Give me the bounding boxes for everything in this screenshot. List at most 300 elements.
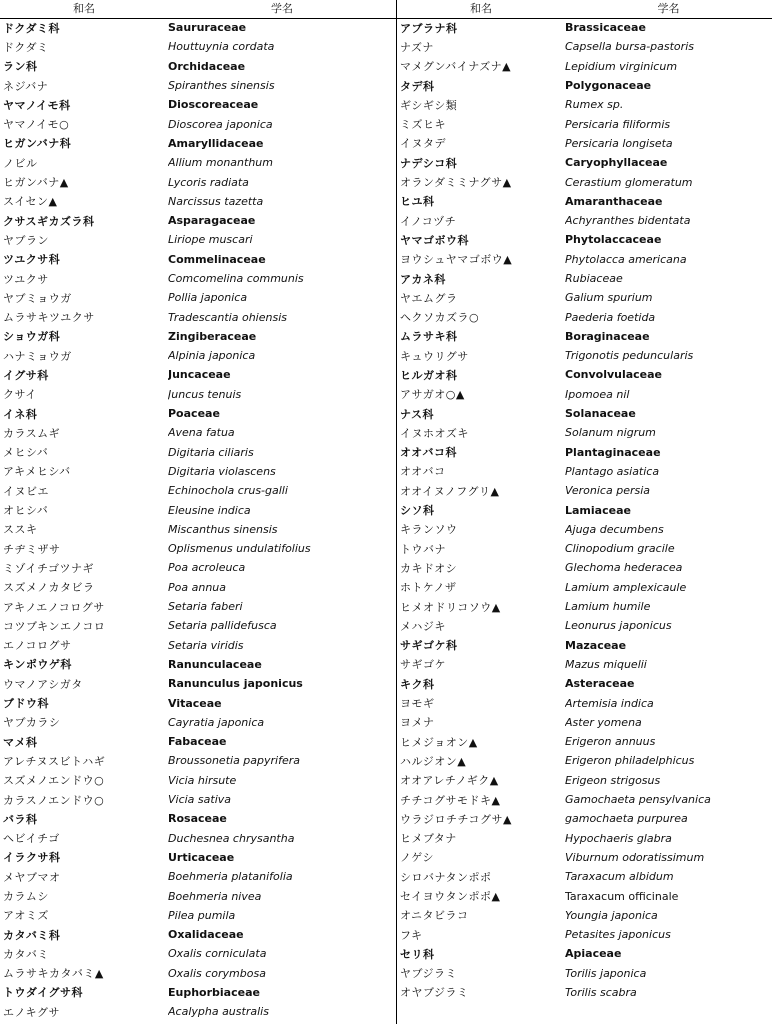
species-row (397, 964, 772, 983)
japanese-name: ヘビイチゴ (3, 832, 60, 846)
species-row (0, 886, 396, 905)
scientific-name: Leonurus japonicus (565, 619, 672, 633)
scientific-name: Ajuga decumbens (565, 522, 664, 536)
japanese-name: キュウリグサ (400, 349, 469, 363)
scientific-name: Ranunculus japonicus (168, 677, 303, 691)
family-row (397, 404, 772, 423)
family-row (0, 327, 396, 346)
japanese-name: カタバミ (3, 947, 49, 961)
japanese-name: スズメノエンドウ○ (3, 774, 105, 788)
scientific-name: Torilis scabra (565, 985, 637, 999)
scientific-name: Acalypha australis (168, 1005, 269, 1019)
japanese-name: スズメノカタビラ (3, 581, 95, 595)
species-row (0, 964, 396, 983)
japanese-name: ナデシコ科 (400, 156, 458, 170)
species-row (0, 751, 396, 770)
japanese-name: ブドウ科 (3, 697, 49, 711)
scientific-name: Hypochaeris glabra (565, 831, 672, 845)
scientific-name: Oxalis corymbosa (168, 966, 266, 980)
japanese-name: オオイヌノフグリ▲ (400, 484, 500, 498)
species-row (397, 462, 772, 481)
japanese-name: キランソウ (400, 523, 458, 537)
japanese-name: ヤブラン (3, 233, 49, 247)
family-row (0, 57, 396, 76)
japanese-name: オヒシバ (3, 504, 49, 518)
species-row (397, 693, 772, 712)
scientific-name: Eleusine indica (168, 503, 251, 517)
japanese-name-header: 和名 (73, 2, 95, 15)
family-row (397, 944, 772, 963)
japanese-name: ヤマノイモ○ (3, 118, 70, 132)
species-row (397, 172, 772, 191)
species-row (397, 983, 772, 1002)
scientific-name-header: 学名 (657, 2, 680, 15)
scientific-name: Lamiaceae (565, 503, 631, 517)
right-table-rows (397, 18, 772, 1002)
japanese-name: オオバコ (400, 465, 446, 479)
japanese-name: イヌタデ (400, 137, 446, 151)
scientific-name: Vicia sativa (168, 793, 232, 807)
scientific-name: Duchesnea chrysantha (168, 831, 295, 845)
japanese-name: ヨウシュヤマゴボウ▲ (400, 253, 513, 267)
japanese-name: ウマノアシガタ (3, 677, 83, 691)
family-row (397, 153, 772, 172)
left-table-header (0, 0, 396, 18)
japanese-name: ムラサキ科 (400, 330, 458, 344)
japanese-name: ヤブカラシ (3, 716, 61, 730)
japanese-name: ヒガンバナ▲ (3, 176, 69, 190)
japanese-name: コツブキンエノコロ (3, 619, 106, 633)
scientific-name: Euphorbiaceae (168, 985, 260, 999)
japanese-name: オヤブジラミ (400, 986, 469, 1000)
species-row (0, 713, 396, 732)
japanese-name: ホトケノザ (400, 581, 457, 595)
species-row (397, 616, 772, 635)
species-row (397, 867, 772, 886)
species-row (397, 481, 772, 500)
family-row (397, 365, 772, 384)
scientific-name: Tradescantia ohiensis (168, 310, 287, 324)
species-row (0, 153, 396, 172)
species-row (0, 269, 396, 288)
species-row (0, 307, 396, 326)
japanese-name: カラムシ (3, 890, 49, 903)
species-row (397, 95, 772, 114)
scientific-name: Liriope muscari (168, 233, 253, 247)
japanese-name: サギゴケ科 (400, 639, 458, 653)
scientific-name: Miscanthus sinensis (168, 522, 278, 536)
scientific-name: Asparagaceae (168, 214, 256, 228)
scientific-name: Asteraceae (565, 677, 635, 691)
scientific-name: Caryophyllaceae (565, 156, 668, 170)
species-row (397, 346, 772, 365)
japanese-name: ツユクサ科 (3, 253, 61, 267)
japanese-name: ナス科 (400, 407, 435, 421)
scientific-name: Boraginaceae (565, 329, 650, 343)
species-row (397, 771, 772, 790)
scientific-name: Juncaceae (168, 368, 231, 382)
scientific-name: Cerastium glomeratum (565, 175, 693, 189)
scientific-name: Houttuynia cordata (168, 40, 275, 54)
japanese-name: ヘクソカズラ○ (400, 311, 480, 325)
japanese-name: ヤマゴボウ科 (400, 233, 469, 247)
scientific-name: Rubiaceae (565, 272, 623, 285)
scientific-name: Phytolaccaceae (565, 233, 662, 247)
scientific-name: Alpinia japonica (168, 349, 256, 363)
scientific-name: Saururaceae (168, 21, 247, 35)
japanese-name: フキ (400, 928, 423, 942)
japanese-name: オオバコ科 (400, 446, 457, 460)
japanese-name: カラスムギ (3, 426, 61, 440)
japanese-name: ヒメブタナ (400, 832, 457, 846)
family-row (397, 192, 772, 211)
japanese-name: ヒルガオ科 (400, 368, 458, 382)
scientific-name: Comcomelina communis (168, 272, 304, 285)
japanese-name: ハルジオン▲ (400, 754, 467, 768)
species-row (0, 288, 396, 307)
japanese-name: イヌホオズキ (400, 426, 469, 440)
species-row (0, 114, 396, 133)
japanese-name: クサスギカズラ科 (3, 214, 95, 228)
japanese-name: カタバミ科 (3, 928, 61, 942)
species-row (0, 616, 396, 635)
scientific-name: Pollia japonica (168, 291, 248, 305)
family-row (0, 655, 396, 674)
scientific-name: Erigeron annuus (565, 735, 656, 749)
japanese-name: エノコログサ (3, 639, 72, 653)
japanese-name: シソ科 (400, 504, 435, 518)
species-row (397, 848, 772, 867)
species-row (0, 867, 396, 886)
japanese-name: アカネ科 (400, 272, 446, 286)
japanese-name: ドクダミ科 (3, 21, 61, 35)
species-row (397, 539, 772, 558)
japanese-name: セリ科 (400, 947, 435, 961)
scientific-name: Boehmeria nivea (168, 889, 262, 903)
left-table-rows (0, 18, 396, 1021)
species-row (397, 906, 772, 925)
japanese-name: イノコヅチ (400, 214, 457, 228)
scientific-name-header: 学名 (271, 2, 293, 15)
species-row (0, 481, 396, 500)
species-row (0, 462, 396, 481)
scientific-name: Polygonaceae (565, 79, 652, 93)
japanese-name: ラン科 (3, 60, 38, 74)
species-row (0, 906, 396, 925)
japanese-name: トウバナ (400, 542, 446, 556)
family-row (0, 732, 396, 751)
japanese-name: アキノエノコログサ (3, 600, 105, 614)
family-row (397, 636, 772, 655)
scientific-name: Persicaria filiformis (565, 117, 671, 131)
scientific-name: Ranunculaceae (168, 657, 262, 671)
japanese-name: アキメヒシバ (3, 465, 71, 479)
japanese-name: タデ科 (400, 79, 435, 93)
japanese-name: メハジキ (400, 619, 446, 633)
japanese-name: キンポウゲ科 (3, 658, 72, 672)
species-row (0, 539, 396, 558)
japanese-name: ミゾイチゴツナギ (3, 561, 95, 575)
scientific-name: Echinochola crus-galli (168, 484, 288, 498)
japanese-name: アサガオ○▲ (400, 388, 465, 402)
scientific-name: Youngia japonica (565, 908, 658, 922)
scientific-name: Mazaceae (565, 638, 627, 652)
scientific-name: Lamium amplexicaule (565, 580, 687, 594)
japanese-name: チヂミザサ (3, 542, 61, 556)
scientific-name: Plantago asiatica (565, 464, 660, 478)
scientific-name: Mazus miquelii (565, 657, 647, 671)
scientific-name: Poa annua (168, 580, 226, 594)
scientific-name: Fabaceae (168, 735, 227, 749)
species-row (397, 520, 772, 539)
scientific-name: Petasites japonicus (565, 928, 671, 942)
scientific-name: Torilis japonica (565, 966, 647, 980)
scientific-name: Dioscorea japonica (168, 117, 273, 131)
japanese-name: ナズナ (400, 40, 434, 54)
japanese-name: マメ科 (3, 735, 38, 749)
species-row (397, 134, 772, 153)
scientific-name: Allium monanthum (168, 156, 273, 170)
family-row (397, 674, 772, 693)
scientific-name: Taraxacum albidum (565, 870, 674, 884)
family-row (0, 250, 396, 269)
species-row (0, 674, 396, 693)
scientific-name: Lepidium virginicum (565, 59, 678, 73)
scientific-name: Ipomoea nil (565, 387, 630, 401)
scientific-name: Broussonetia papyrifera (168, 754, 301, 768)
species-row (397, 828, 772, 847)
family-row (0, 925, 396, 944)
japanese-name: メヤブマオ (3, 870, 61, 884)
species-row (397, 886, 772, 905)
scientific-name: Paederia foetida (565, 310, 656, 324)
japanese-name: オオアレチノギク▲ (400, 774, 499, 788)
japanese-name: ネジバナ (3, 79, 49, 93)
japanese-name: チチコグサモドキ▲ (400, 793, 501, 807)
scientific-name: Artemisia indica (565, 696, 654, 710)
japanese-name: ハナミョウガ (3, 349, 72, 363)
family-row (0, 211, 396, 230)
family-row (0, 809, 396, 828)
scientific-name: Narcissus tazetta (168, 194, 264, 208)
species-row (0, 828, 396, 847)
species-row (397, 385, 772, 404)
right-table (397, 0, 772, 1000)
scientific-name: Vicia hirsute (168, 773, 237, 787)
scientific-name: Erigeron philadelphicus (565, 754, 695, 768)
japanese-name: エノキグサ (3, 1005, 61, 1019)
japanese-name: ヒガンバナ科 (3, 137, 72, 151)
scientific-name: Avena fatua (168, 426, 235, 440)
japanese-name: ドクダミ (3, 40, 49, 54)
scientific-name: Poa acroleuca (168, 561, 246, 575)
japanese-name: ヒメジョオン▲ (400, 735, 478, 749)
scientific-name: Rumex sp. (565, 98, 624, 112)
scientific-name: Erigeon strigosus (565, 773, 661, 787)
scientific-name: Juncus tenuis (168, 387, 242, 401)
scientific-name: Orchidaceae (168, 59, 246, 73)
species-row (397, 597, 772, 616)
scientific-name: Rosaceae (168, 812, 227, 826)
scientific-name: Viburnum odoratissimum (565, 850, 705, 864)
species-row (397, 211, 772, 230)
scientific-name: Taraxacum officinale (565, 889, 679, 903)
species-row (0, 771, 396, 790)
family-row (0, 95, 396, 114)
species-row (397, 925, 772, 944)
species-row (0, 558, 396, 577)
japanese-name: シロバナタンポポ (400, 870, 492, 884)
japanese-name: キク科 (400, 677, 435, 691)
scientific-name: Zingiberaceae (168, 329, 257, 343)
japanese-name: オランダミミナグサ▲ (400, 176, 512, 190)
species-row (0, 636, 396, 655)
japanese-name: カラスノエンドウ○ (3, 793, 105, 807)
scientific-name: Oxalis corniculata (168, 947, 267, 961)
japanese-name: イヌビエ (3, 484, 49, 498)
species-row (0, 1002, 396, 1021)
japanese-name: カキドオシ (400, 561, 458, 575)
family-row (397, 269, 772, 288)
scientific-name: Aster yomena (565, 715, 642, 729)
species-row (397, 288, 772, 307)
scientific-name: Achyranthes bidentata (565, 214, 691, 228)
scientific-name: Oxalidaceae (168, 928, 244, 942)
scientific-name: Plantaginaceae (565, 445, 661, 459)
species-row (0, 192, 396, 211)
japanese-name: ノゲシ (400, 851, 434, 865)
scientific-name: Urticaceae (168, 850, 235, 864)
species-row (0, 346, 396, 365)
species-row (397, 732, 772, 751)
family-row (0, 983, 396, 1002)
family-row (397, 18, 772, 37)
japanese-name: ウラジロチチコグサ▲ (400, 812, 513, 826)
japanese-name: イネ科 (3, 407, 38, 421)
species-row (397, 114, 772, 133)
family-row (0, 134, 396, 153)
scientific-name: Galium spurium (565, 291, 653, 305)
species-row (397, 37, 772, 56)
japanese-name: イグサ科 (3, 368, 49, 382)
species-row (0, 597, 396, 616)
scientific-name: Gamochaeta pensylvanica (565, 793, 711, 807)
japanese-name: トウダイグサ科 (3, 986, 83, 1000)
species-row (0, 500, 396, 519)
scientific-name: Brassicaceae (565, 21, 646, 35)
species-row (0, 37, 396, 56)
species-row (0, 790, 396, 809)
species-row (397, 250, 772, 269)
japanese-name: イラクサ科 (3, 851, 61, 865)
species-row (397, 57, 772, 76)
japanese-name: ヨモギ (400, 697, 435, 711)
species-row (0, 578, 396, 597)
scientific-name: Setaria pallidefusca (168, 619, 277, 633)
japanese-name: サギゴケ (400, 658, 446, 672)
scientific-name: Glechoma hederacea (565, 561, 683, 575)
scientific-name: Pilea pumila (168, 908, 236, 922)
japanese-name: アオミズ (3, 909, 49, 923)
japanese-name: ギシギシ類 (400, 98, 458, 112)
species-row (0, 520, 396, 539)
japanese-name: メヒシバ (3, 446, 49, 460)
japanese-name: クサイ (3, 388, 37, 402)
japanese-name: ヒメオドリコソウ▲ (400, 600, 501, 614)
species-row (397, 558, 772, 577)
species-row (397, 713, 772, 732)
scientific-name: Lycoris radiata (168, 175, 249, 189)
japanese-name: スイセン▲ (3, 195, 58, 209)
japanese-name: ショウガ科 (3, 330, 61, 344)
species-row (0, 76, 396, 95)
scientific-name: Setaria viridis (168, 638, 244, 652)
scientific-name: Poaceae (168, 407, 220, 421)
japanese-name: ミズヒキ (400, 118, 446, 132)
species-row (397, 307, 772, 326)
scientific-name: Spiranthes sinensis (168, 79, 275, 93)
family-row (397, 327, 772, 346)
japanese-name: バラ科 (3, 812, 38, 826)
family-row (0, 18, 396, 37)
family-row (0, 693, 396, 712)
japanese-name: ヒユ科 (400, 195, 435, 209)
family-row (397, 230, 772, 249)
family-row (0, 404, 396, 423)
family-row (397, 76, 772, 95)
species-row (0, 385, 396, 404)
species-row (397, 809, 772, 828)
scientific-name: Vitaceae (168, 696, 222, 710)
japanese-name: マメグンバイナズナ▲ (400, 60, 512, 74)
japanese-name: ムラサキカタバミ▲ (3, 967, 104, 981)
scientific-name: Digitaria violascens (168, 464, 276, 478)
scientific-name: Trigonotis peduncularis (565, 349, 694, 363)
family-row (0, 848, 396, 867)
species-row (0, 944, 396, 963)
scientific-name: Clinopodium gracile (565, 542, 675, 556)
japanese-name: アレチヌスビトハギ (3, 754, 106, 768)
japanese-name: ツユクサ (3, 272, 49, 286)
japanese-name: ヤマノイモ科 (3, 98, 71, 112)
species-row (397, 578, 772, 597)
scientific-name: Apiaceae (565, 947, 622, 961)
family-row (397, 500, 772, 519)
right-table-header (397, 0, 772, 18)
species-row (0, 423, 396, 442)
species-row (0, 172, 396, 191)
scientific-name: Lamium humile (565, 600, 651, 614)
family-row (397, 443, 772, 462)
scientific-name: Capsella bursa-pastoris (565, 40, 694, 54)
japanese-name: ヨメナ (400, 716, 435, 730)
scientific-name: Convolvulaceae (565, 368, 663, 382)
japanese-name: ヤブミョウガ (3, 291, 72, 305)
scientific-name: Dioscoreaceae (168, 98, 259, 112)
japanese-name: ノビル (3, 156, 38, 170)
japanese-name: ヤブジラミ (400, 967, 458, 981)
species-row (397, 751, 772, 770)
scientific-name: Persicaria longiseta (565, 136, 673, 150)
scientific-name: Phytolacca americana (565, 252, 687, 266)
scientific-name: gamochaeta purpurea (565, 812, 688, 826)
scientific-name: Solanaceae (565, 407, 636, 421)
family-row (0, 365, 396, 384)
species-row (397, 423, 772, 442)
scientific-name: Digitaria ciliaris (168, 445, 254, 459)
japanese-name: オニタビラコ (400, 909, 469, 923)
scientific-name: Commelinaceae (168, 252, 266, 266)
